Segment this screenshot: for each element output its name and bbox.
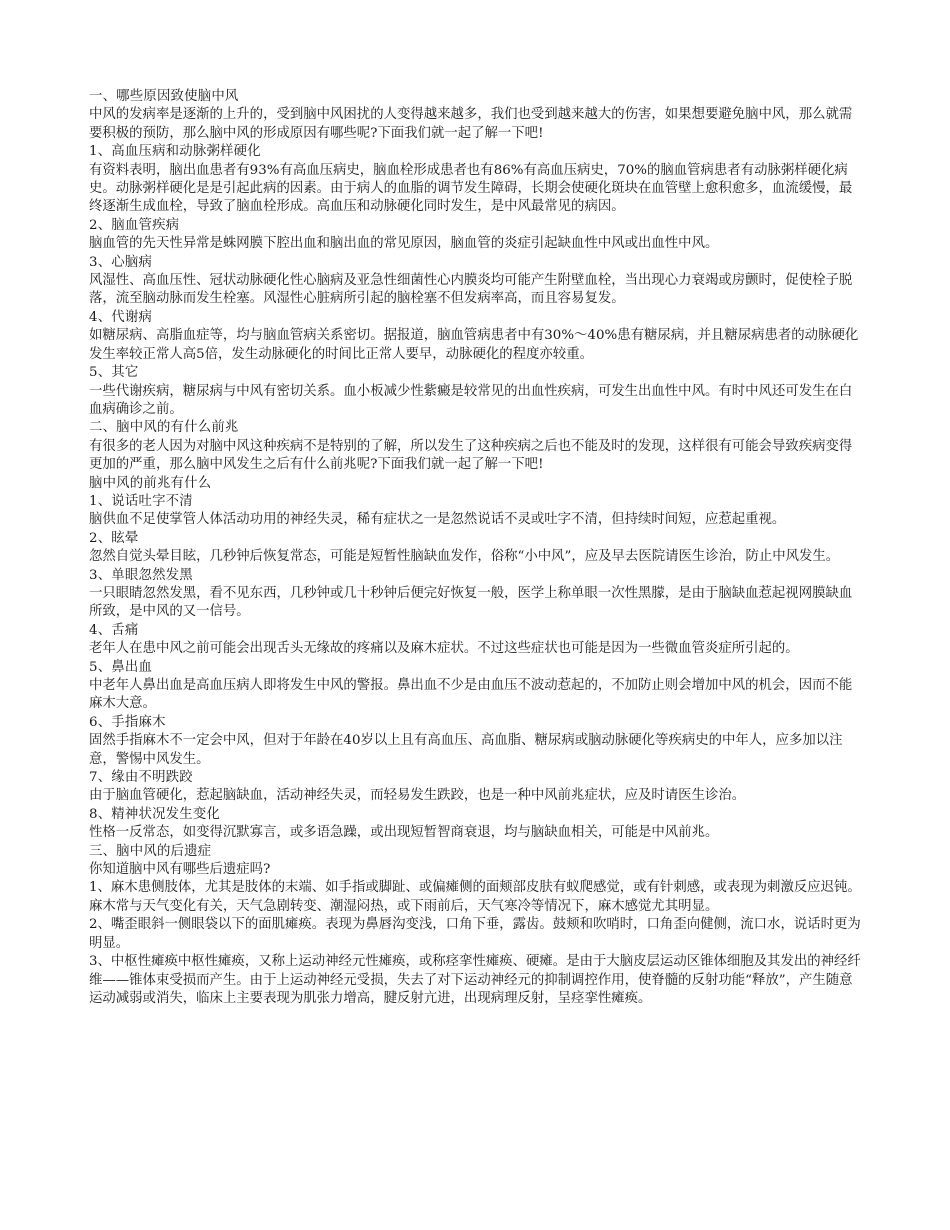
- paragraph: 1、麻木患侧肢体，尤其是肢体的末端、如手指或脚趾、或偏瘫侧的面颊部皮肤有蚁爬感觉，或有针刺感，或表现为刺激反应迟钝。麻木常与天气变化有关，天气急剧转变、潮湿闷热，或下雨前后，天气寒冷等情况下，麻木感觉尤其明显。: [89, 880, 861, 914]
- section-heading: 一、哪些原因致使脑中风: [89, 89, 239, 104]
- paragraph: 3、中枢性瘫痪中枢性瘫痪，又称上运动神经元性瘫痪，或称痉挛性瘫痪、硬瘫。是由于大脑皮层运动区锥体细胞及其发出的神经纤维——锥体束受损而产生。由于上运动神经元受损，失去了对下运动神经元的抑制调控作用，使脊髓的反射功能“释放”，产生随意运动减弱或消失，临床上主要表现为肌张力增高，腱反射亢进，出现病理反射，呈痉挛性瘫痪。: [89, 954, 861, 1006]
- section-heading: 1、说话吐字不清: [89, 493, 193, 509]
- section-heading: 3、单眼忽然发黑: [89, 567, 193, 583]
- paragraph: 中风的发病率是逐渐的上升的，受到脑中风困扰的人变得越来越多，我们也受到越来越大的伤害，如果想要避免脑中风，那么就需要积极的预防，那么脑中风的形成原因有哪些呢?下面我们就一起了解一下吧!: [89, 107, 853, 141]
- section-heading: 三、脑中风的后遗症: [89, 843, 212, 859]
- section-heading: 3、心脑病: [89, 254, 153, 270]
- paragraph: 脑血管的先天性异常是蛛网膜下腔出血和脑出血的常见原因，脑血管的炎症引起缺血性中风或出血性中风。: [89, 236, 719, 252]
- section-heading: 6、手指麻木: [89, 714, 166, 730]
- paragraph: 固然手指麻木不一定会中风，但对于年龄在40岁以上且有高血压、高血脂、糖尿病或脑动脉硬化等疾病史的中年人，应多加以注意，警惕中风发生。: [89, 733, 843, 767]
- section-heading: 2、眩晕: [89, 530, 139, 546]
- paragraph: 如糖尿病、高脂血症等，均与脑血管病关系密切。据报道，脑血管病患者中有30%～40%患有糖尿病，并且糖尿病患者的动脉硬化发生率较正常人高5倍，发生动脉硬化的时间比正常人要早，动脉硬化的程度亦较重。: [89, 328, 859, 362]
- section-heading: 2、脑血管疾病: [89, 217, 180, 233]
- paragraph: 有资料表明，脑出血患者有93%有高血压病史，脑血栓形成患者也有86%有高血压病史，70%的脑血管病患者有动脉粥样硬化病史。动脉粥样硬化是是引起此病的因素。由于病人的血脂的调节发生障碍，长期会使硬化斑块在血管壁上愈积愈多，血流缓慢，最终逐渐生成血栓，导致了脑血栓形成。高血压和动脉硬化同时发生，是中风最常见的病因。: [89, 162, 853, 215]
- paragraph: 中老年人鼻出血是高血压病人即将发生中风的警报。鼻出血不少是由血压不波动惹起的，不加防止则会增加中风的机会，因而不能麻木大意。: [89, 678, 853, 712]
- paragraph: 有很多的老人因为对脑中风这种疾病不是特别的了解，所以发生了这种疾病之后也不能及时的发现，这样很有可能会导致疾病变得更加的严重，那么脑中风发生之后有什么前兆呢?下面我们就一起了解一下吧!: [89, 438, 853, 473]
- section-heading: 7、缘由不明跌跤: [89, 770, 193, 786]
- section-heading: 8、精神状况发生变化: [89, 806, 221, 822]
- section-heading: 1、高血压病和动脉粥样硬化: [89, 144, 261, 160]
- section-heading: 二、脑中风的有什么前兆: [89, 420, 239, 436]
- section-heading: 5、鼻出血: [89, 659, 153, 675]
- paragraph: 风湿性、高血压性、冠状动脉硬化性心脑病及亚急性细菌性心内膜炎均可能产生附壁血栓，当出现心力衰竭或房颤时，促使栓子脱落，流至脑动脉而发生栓塞。风湿性心脏病所引起的脑栓塞不但发病率高，而且容易复发。: [89, 273, 853, 307]
- paragraph: 由于脑血管硬化，惹起脑缺血，活动神经失灵，而轻易发生跌跤，也是一种中风前兆症状，应及时请医生诊治。: [89, 788, 746, 804]
- paragraph: 一只眼睛忽然发黑，看不见东西，几秒钟或几十秒钟后便完好恢复一般，医学上称单眼一次性黑朦，是由于脑缺血惹起视网膜缺血所致，是中风的又一信号。: [89, 585, 853, 620]
- section-heading: 5、其它: [89, 365, 139, 381]
- paragraph: 2、嘴歪眼斜一侧眼袋以下的面肌瘫痪。表现为鼻唇沟变浅，口角下垂，露齿。鼓颊和吹哨时，口角歪向健侧，流口水，说话时更为明显。: [89, 917, 861, 951]
- section-heading: 4、代谢病: [89, 309, 153, 325]
- paragraph: 老年人在患中风之前可能会出现舌头无缘故的疼痛以及麻木症状。不过这些症状也可能是因为一些微血管炎症所引起的。: [89, 641, 799, 657]
- section-heading: 脑中风的前兆有什么: [89, 475, 212, 491]
- section-heading: 4、舌痛: [89, 622, 139, 638]
- paragraph: 脑供血不足使掌管人体活动功用的神经失灵，稀有症状之一是忽然说话不灵或吐字不清，但持续时间短，应惹起重视。: [89, 512, 786, 528]
- paragraph: 一些代谢疾病，糖尿病与中风有密切关系。血小板减少性紫癜是较常见的出血性疾病，可发生出血性中风。有时中风还可发生在白血病确诊之前。: [89, 383, 853, 417]
- paragraph: 性格一反常态，如变得沉默寡言，或多语急躁，或出现短暂智商衰退，均与脑缺血相关，可能是中风前兆。: [89, 825, 719, 841]
- document-body: [89, 88, 864, 1008]
- paragraph: 你知道脑中风有哪些后遗症吗?: [89, 862, 271, 878]
- paragraph: 忽然自觉头晕目眩，几秒钟后恢复常态，可能是短暂性脑缺血发作，俗称“小中风”，应及早去医院请医生诊治，防止中风发生。: [89, 549, 840, 565]
